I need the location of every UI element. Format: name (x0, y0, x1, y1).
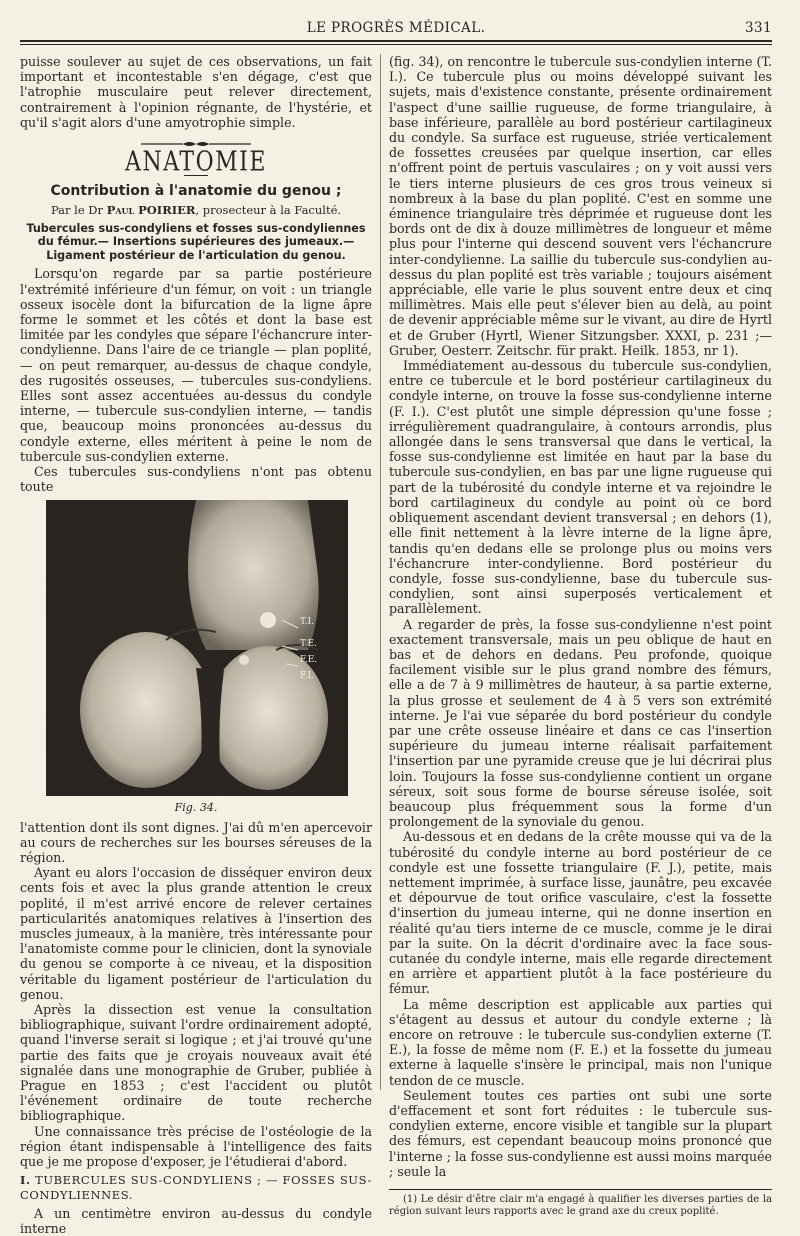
byline-prefix: Par le Dr (50, 202, 104, 217)
subsection-number: I. (20, 1173, 31, 1188)
paragraph: (fig. 34), on rencontre le tubercule sus-condylien interne (T. I.). Ce tubercule plus ou moins développé suivant les sujets, mais d'existence constante, présente ordinairement l'aspect d'une saillie rugueuse, de forme triangulaire, à base inférieure, parallèle au bord postérieur cartilagineux du condyle. Sa surface est rugueuse, striée verticalement de fossettes creusées par quelque insertion, car elles n'offrent point de pertuis vasculaires ; on y voit aussi vers le tiers interne plusieurs de ces gros trous veineux si nombreux à la base du plan poplité. C'est en somme une éminence triangulaire très déprimée et rugueuse dont les bords ont de dix à douze millimètres de longueur et même plus pour l'interne qui descend souvent vers l'échancrure inter-condylienne. La saillie du tubercule sus-condylien au-dessus du plan poplité est très variable ; toujours aisément appréciable, elle varie le plus souvent entre deux et cinq millimètres. Mais elle peut s'élever bien au delà, au point de devenir appréciable même sur le vivant, au dire de Hyrtl et de Gruber (Hyrtl, Wiener Sitzungsber. XXXI, p. 231 ;— Gruber, Oesterr. Zeitschr. für prakt. Heilk. 1853, nr 1). (389, 54, 772, 358)
paragraph: La même description est applicable aux parties qui s'étagent au dessus et autour du condyle externe ; là encore on retrouve : le tubercule sus-condylien externe (T. E.), la fosse de même nom (F. E.) et la fossette du jumeau externe à laquelle s'insère le principal, mais non l'unique tendon de ce muscle. (389, 996, 772, 1088)
paragraph: Au-dessous et en dedans de la crête mousse qui va de la tubérosité du condyle interne au bord postérieur de ce condyle est une fossette triangulaire (F. J.), petite, mais nettement imprimée, à surface lisse, jaunâtre, peu excavée et dépourvue de tout orifice vasculaire, c'est la fossette d'insertion du jumeau interne, qui ne donne insertion en réalité qu'au tiers interne de ce muscle, comme je le dirai par la suite. On la décrit d'ordinaire avec la face sous-cutanée du condyle interne, mais elle regarde directement en arrière et appartient plutôt à la face postérieure du fémur. (389, 829, 772, 997)
paragraph: Ayant eu alors l'occasion de disséquer environ deux cents fois et avec la plus grande attention le creux poplité, il m'est arrivé encore de relever certaines particularités anatomiques relatives à l'insertion des muscles jumeaux, à la manière, très intéressante pour l'anatomiste comme pour le clinicien, dont la synoviale du genou se comporte à ce niveau, et la disposition véritable du ligament postérieur de l'articulation du genou. (20, 865, 372, 1002)
paragraph: Une connaissance très précise de l'ostéologie de la région étant indispensable à l'intelligence des faits que je me propose d'exposer, je l'étudierai d'abord. (20, 1123, 372, 1170)
page-number: 331 (745, 20, 772, 36)
journal-title: LE PROGRÈS MÉDICAL. (306, 20, 486, 36)
right-column (389, 54, 772, 1218)
running-header (20, 18, 772, 38)
figure-caption: Fig. 34. (174, 801, 218, 815)
article-title: Contribution à l'anatomie du genou ; (50, 183, 342, 200)
paragraph: A regarder de près, la fosse sus-condylienne n'est point exactement transversale, mais un peu oblique de haut en bas et de dehors en dedans. Peu profonde, quoique facilement visible sur le plus grand nombre des fémurs, elle a de 7 à 9 millimètres de hauteur, à sa partie externe, la plus grosse et seulement de 4 à 5 vers son extrémité interne. Je l'ai vue séparée du bord postérieur du condyle par une crête osseuse linéaire et dans ce cas l'insertion supérieure du jumeau interne réalisait parfaitement l'insertion par une pyramide creuse que je lui décrirai plus loin. Toujours la fosse sus-condylienne contient un organe séreux, soit sous forme de bourse séreuse isolée, soit beaucoup plus fréquemment sous la forme d'un prolongement de la synoviale du genou. (389, 616, 772, 830)
section-title: ANATOMIE (125, 147, 267, 179)
author-name: Paul POIRIER (106, 202, 196, 217)
figure-knee-engraving (46, 500, 348, 796)
paragraph: Immédiatement au-dessous du tubercule sus-condylien, entre ce tubercule et le bord postérieur cartilagineux du condyle interne, on trouve la fosse sus-condylienne interne (F. I.). C'est plutôt une simple dépression qu'une fosse ; irrégulièrement quadrangulaire, à contours arrondis, plus allongée dans le sens transversal que dans le vertical, la fosse sus-condylienne est limitée en haut par la base du tubercule sus-condylien, en bas par une ligne rugueuse qui part de la tubérosité du condyle interne et va rejoindre le bord cartilagineux du condyle au point où ce bord obliquement ascendant devient transversal ; en dehors (1), elle finit nettement à la lèvre interne de la ligne âpre, tandis qu'en dedans elle se prolonge plus ou moins vers l'échancrure inter-condylienne. Bord postérieur du condyle, fosse sus-condylienne, base du tubercule sus-condylien, sont ainsi superposés verticalement et parallèlement. (389, 358, 772, 617)
byline (20, 203, 372, 218)
figure-label-ti: T.I. (300, 617, 314, 628)
article-subtitle: Tubercules sus-condyliens et fosses sus-condyliennes du fémur.— Insertions supérieures des jumeaux.—Ligament postérieur de l'articulation du genou. (26, 221, 366, 262)
paragraph: l'attention dont ils sont dignes. J'ai dû m'en apercevoir au cours de recherches sur les bourses séreuses de la région. (20, 819, 372, 865)
figure-label-fe: F.E. (300, 655, 318, 666)
figure-label-fi: F.I. (300, 671, 315, 682)
subsection-heading (20, 1173, 372, 1203)
paragraph: Lorsqu'on regarde par sa partie postérieure l'extrémité inférieure d'un fémur, on voit : un triangle osseux isocèle dont la bifurcation de la ligne âpre forme le sommet et les côtés et dont la base est limitée par les condyles que sépare l'échancrure inter-condylienne. Dans l'aire de ce triangle — plan poplité, — on peut remarquer, au-dessus de chaque condyle, des rugosités osseuses, — tubercules sus-condyliens. Elles sont assez accentuées au-dessus du condyle interne, — tubercule sus-condylien interne, — tandis que, beaucoup moins prononcées au-dessus du condyle externe, elles méritent à peine le nom de tubercule sus-condylien externe. (20, 266, 372, 464)
column-separator (380, 54, 381, 1090)
intro-paragraph: puisse soulever au sujet de ces observations, un fait important et incontestable s'en dégage, c'est que l'atrophie musculaire peut relever directement, contrairement à l'opinion régnante, de l'hystérie, et qu'il s'agit alors d'une amyotrophie simple. (20, 54, 372, 130)
byline-suffix: , prosecteur à la Faculté. (195, 202, 342, 217)
paragraph: A un centimètre environ au-dessus du condyle interne (20, 1205, 372, 1236)
subsection-title: TUBERCULES SUS-CONDYLIENS ; — FOSSES SUS-CONDYLIENNES. (20, 1173, 372, 1203)
paragraph: Seulement toutes ces parties ont subi une sorte d'effacement et sont fort réduites : le tubercule sus-condylien externe, encore visible et tangible sur la plupart des fémurs, est cependant beaucoup moins prononcé que l'interne ; la fosse sus-condylienne est aussi moins marquée ; seule la (389, 1087, 772, 1179)
footnote: (1) Le désir d'être clair m'a engagé à qualifier les diverses parties de la région suivant leurs rapports avec le grand axe du creux poplité. (389, 1194, 772, 1218)
footnote-rule (389, 1189, 772, 1190)
left-column (20, 54, 372, 1236)
header-rule-thin (20, 44, 772, 45)
figure-label-te: T.E. (300, 639, 317, 650)
header-rule (20, 40, 772, 42)
paragraph: Ces tubercules sus-condyliens n'ont pas obtenu toute (20, 463, 372, 495)
paragraph: Après la dissection est venue la consultation bibliographique, suivant l'ordre ordinairement adopté, quand l'inverse serait si logique ; et j'ai trouvé qu'une partie des faits que je croyais nouveaux avait été signalée dans une monographie de Gruber, publiée à Prague en 1853 ; c'est l'accident ou plutôt l'événement ordinaire de toute recherche bibliographique. (20, 1002, 372, 1124)
